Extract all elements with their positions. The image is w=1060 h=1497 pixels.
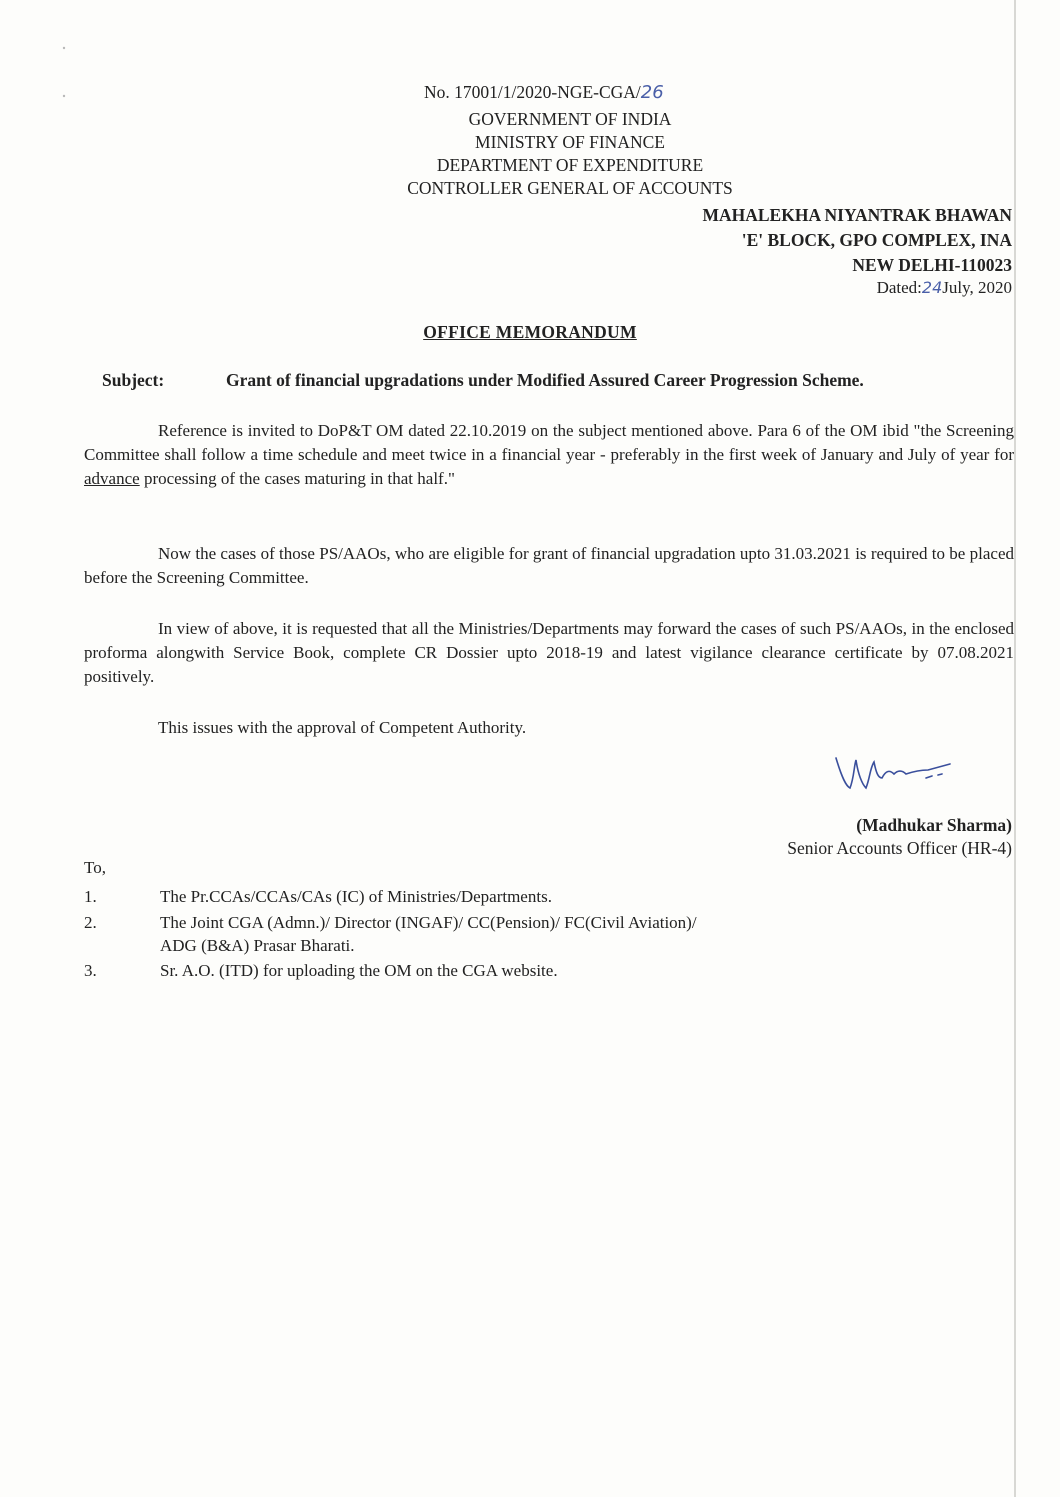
subject-text: Grant of financial upgradations under Modified Assured Career Progression Scheme.	[226, 370, 864, 390]
memo-title: OFFICE MEMORANDUM	[423, 322, 637, 342]
date-handwritten: 24	[921, 278, 943, 297]
date-prefix: Dated:	[876, 278, 922, 297]
file-number	[424, 82, 664, 103]
scan-specks	[0, 0, 120, 200]
paragraph-reference-end: processing of the cases maturing in that half."	[139, 469, 455, 488]
date-suffix: July, 2020	[942, 278, 1012, 297]
paragraph-eligibility: Now the cases of those PS/AAOs, who are eligible for grant of financial upgradation upto 31.03.2021 is required to be placed before the Screening Committee.	[84, 544, 1014, 587]
file-number-handwritten: 26	[640, 82, 664, 103]
file-number-prefix: No. 17001/1/2020-NGE-CGA/	[424, 82, 641, 102]
recipient-number: 1.	[84, 887, 97, 906]
subject-label: Subject:	[102, 370, 165, 390]
scan-edge-line	[1014, 0, 1016, 1497]
recipient-text-continued: ADG (B&A) Prasar Bharati.	[160, 936, 355, 955]
paragraph-reference	[84, 419, 1014, 491]
address-line-1: MAHALEKHA NIYANTRAK BHAWAN	[702, 205, 1012, 225]
heading-department: DEPARTMENT OF EXPENDITURE	[436, 155, 704, 175]
recipient-text: Sr. A.O. (ITD) for uploading the OM on the CGA website.	[160, 961, 558, 980]
recipient-text: The Pr.CCAs/CCAs/CAs (IC) of Ministries/Departments.	[160, 887, 552, 906]
address-line-2: 'E' BLOCK, GPO COMPLEX, INA	[741, 230, 1012, 250]
recipient-number: 2.	[84, 913, 97, 932]
signature-mark	[830, 748, 970, 798]
heading-ministry: MINISTRY OF FINANCE	[475, 132, 665, 152]
signatory-designation: Senior Accounts Officer (HR-4)	[787, 838, 1012, 858]
signatory-name: (Madhukar Sharma)	[856, 815, 1012, 835]
paragraph-approval: This issues with the approval of Competent Authority.	[158, 718, 527, 737]
address-line-3: NEW DELHI-110023	[852, 255, 1012, 275]
date-line	[877, 278, 1012, 298]
to-label: To,	[84, 858, 106, 877]
paragraph-reference-start: Reference is invited to DoP&T OM dated 22.10.2019 on the subject mentioned above. Para 6 of the OM ibid "the Screening Committee shall follow a time schedule and meet twice in a financial year - preferably in the first week of January and July of year for	[84, 421, 1014, 464]
heading-government: GOVERNMENT OF INDIA	[468, 109, 672, 129]
recipient-number: 3.	[84, 961, 97, 980]
heading-cga: CONTROLLER GENERAL OF ACCOUNTS	[407, 178, 733, 198]
paragraph-request: In view of above, it is requested that all the Ministries/Departments may forward the cases of such PS/AAOs, in the enclosed proforma alongwith Service Book, complete CR Dossier upto 2018-19 and latest vigilance clearance certificate by 07.08.2021 positively.	[84, 619, 1014, 686]
recipient-text: The Joint CGA (Admn.)/ Director (INGAF)/ CC(Pension)/ FC(Civil Aviation)/	[160, 913, 697, 932]
paragraph-reference-underlined: advance	[84, 469, 140, 488]
